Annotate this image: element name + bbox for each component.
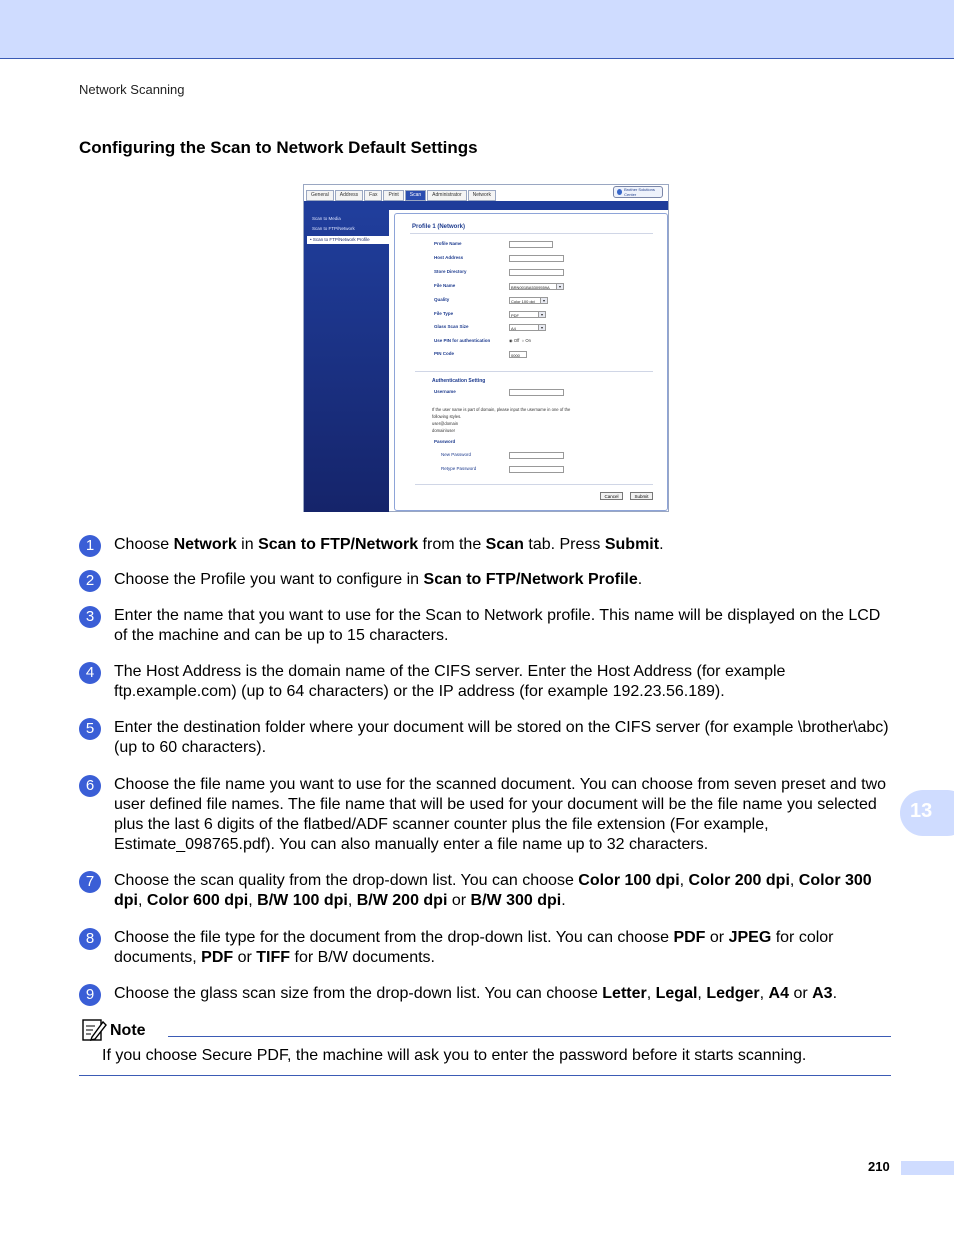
step-text (114, 606, 892, 646)
tab-administrator: Administrator (427, 190, 466, 201)
new-password-input (509, 452, 564, 459)
password-label: Password (434, 439, 456, 444)
sidebar-item-scan-to-media: Scan to Media (312, 216, 341, 221)
chevron-down-icon: ▾ (538, 325, 545, 331)
step-number: 6 (79, 775, 101, 797)
quality-label: Quality (434, 297, 450, 302)
text-run: for B/W documents. (290, 949, 435, 966)
bold-term: Submit (604, 536, 660, 553)
text-run: . (637, 571, 643, 588)
screenshot-tabs (306, 190, 496, 201)
step-number: 7 (79, 871, 101, 893)
text-run: The Host Address is the domain name of the CIFS server. Enter the Host Address (for example ftp.example.com) (up to 64 characters) or the IP address (for example 192.23.56.189). (114, 663, 786, 700)
step-text (114, 928, 892, 968)
text-run: , (138, 892, 147, 909)
text-run: Choose the file name you want to use for the scanned document. You can choose from seven preset and two user defined file names. The file name that will be used for your document will be the file name you selected plus the last 6 digits of the flatbed/ADF scanner counter plus the file extension (For example, Estimate_098765.pdf). You can also manually enter a file name up to 32 characters. (114, 776, 887, 853)
step-text (114, 775, 892, 855)
text-run: tab. Press (523, 536, 605, 553)
pin-code-input: 0000 (509, 351, 527, 358)
bold-term: B/W 200 dpi (356, 892, 448, 909)
text-run: Choose (114, 536, 174, 553)
note-bottom-rule (79, 1075, 891, 1076)
step-number: 9 (79, 984, 101, 1006)
bold-term: PDF (673, 929, 706, 946)
text-run: , (347, 892, 357, 909)
profile-name-input (509, 241, 553, 248)
note-pencil-icon (81, 1017, 107, 1043)
bold-term: Network (173, 536, 237, 553)
bold-term: Scan (485, 536, 524, 553)
store-directory-label: Store Directory (434, 269, 467, 274)
submit-button: Submit (630, 492, 653, 500)
text-run: from the (418, 536, 486, 553)
step-text (114, 984, 892, 1004)
chevron-down-icon: ▾ (540, 298, 547, 304)
page-number: 210 (868, 1159, 890, 1174)
text-run: Enter the destination folder where your document will be stored on the CIFS server (for example \brother\abc) (up to 60 characters). (114, 719, 889, 756)
auth-heading: Authentication Setting (432, 378, 486, 384)
section-title: Configuring the Scan to Network Default Settings (79, 138, 478, 157)
screenshot-title-bar (304, 201, 668, 210)
pin-radio-group: ◉ Off ○ On (509, 338, 531, 343)
tab-print: Print (383, 190, 403, 201)
bold-term: Ledger (706, 985, 760, 1002)
step-text (114, 718, 892, 758)
host-address-label: Host Address (434, 255, 464, 260)
text-run: or (789, 985, 813, 1002)
bold-term: Scan to FTP/Network (258, 536, 419, 553)
note-top-rule (168, 1036, 891, 1037)
profile-panel (394, 213, 668, 511)
tab-network: Network (468, 190, 496, 201)
page-number-bar (901, 1161, 954, 1175)
auth-help-line: domain\user (432, 428, 456, 433)
auth-help-line: If the user name is part of domain, please input the username in one of the (432, 407, 571, 412)
quality-select: Color 100 dpi ▾ (509, 297, 548, 304)
host-address-input (509, 255, 564, 262)
text-run: , (679, 872, 689, 889)
bold-term: A3 (812, 985, 833, 1002)
bold-term: TIFF (256, 949, 291, 966)
file-type-select: PDF ▾ (509, 311, 546, 318)
bold-term: B/W 300 dpi (470, 892, 562, 909)
bold-term: Color 300 dpi (114, 872, 872, 909)
cancel-button: Cancel (600, 492, 623, 500)
profile-name-label: Profile Name (434, 241, 462, 246)
text-run: or (233, 949, 257, 966)
use-pin-label: Use PIN for authentication (434, 338, 491, 343)
bold-term: Scan to FTP/Network Profile (423, 571, 638, 588)
chevron-down-icon: ▾ (538, 312, 545, 318)
new-password-label: New Password (441, 452, 472, 457)
running-head: Network Scanning (79, 82, 185, 97)
text-run: , (789, 872, 799, 889)
file-type-label: File Type (434, 311, 454, 316)
step-text (114, 535, 892, 555)
note-label: Note (110, 1022, 146, 1039)
glass-scan-size-label: Glass Scan Size (434, 324, 469, 329)
tab-address: Address (335, 190, 363, 201)
note-text: If you choose Secure PDF, the machine will ask you to enter the password before it starts scanning. (102, 1047, 807, 1064)
text-run: or (447, 892, 471, 909)
web-settings-screenshot (303, 184, 669, 512)
solutions-center-logo: Brother Solutions Center (613, 186, 663, 198)
step-number: 8 (79, 928, 101, 950)
tab-scan: Scan (405, 190, 426, 201)
file-name-label: File Name (434, 283, 456, 288)
profile-heading: Profile 1 (Network) (412, 224, 466, 230)
text-run: , (248, 892, 258, 909)
tab-fax: Fax (364, 190, 382, 201)
auth-help-line: following styles. (432, 414, 462, 419)
text-run: . (659, 536, 664, 553)
pin-code-label: PIN Code (434, 351, 455, 356)
auth-help-line: user@domain (432, 421, 459, 426)
text-run: Choose the scan quality from the drop-down list. You can choose (114, 872, 579, 889)
chapter-number: 13 (910, 800, 933, 822)
text-run: in (236, 536, 259, 553)
text-run: or (705, 929, 729, 946)
bold-term: Color 100 dpi (578, 872, 680, 889)
text-run: . (561, 892, 566, 909)
header-band (0, 0, 954, 59)
bold-term: B/W 100 dpi (257, 892, 348, 909)
tab-general: General (306, 190, 334, 201)
step-text (114, 871, 892, 911)
screenshot-sidebar (304, 210, 389, 512)
text-run: Enter the name that you want to use for the Scan to Network profile. This name will be displayed on the LCD of the machine and can be up to 15 characters. (114, 607, 881, 644)
divider (415, 371, 653, 372)
step-number: 4 (79, 662, 101, 684)
file-name-select: BRN001BA5309559A ▾ (509, 283, 564, 290)
sidebar-item-scan-to-ftp-network-profile: • Scan to FTP/Network Profile (307, 236, 389, 244)
text-run: Choose the Profile you want to configure in (114, 571, 424, 588)
text-run: . (832, 985, 838, 1002)
text-run: , (759, 985, 769, 1002)
store-directory-input (509, 269, 564, 276)
username-label: Username (434, 389, 456, 394)
bold-term: JPEG (728, 929, 772, 946)
divider (410, 233, 653, 234)
retype-password-label: Retype Password (441, 466, 477, 471)
text-run: , (646, 985, 656, 1002)
step-number: 5 (79, 718, 101, 740)
text-run: Choose the glass scan size from the drop-down list. You can choose (114, 985, 603, 1002)
text-run: Choose the file type for the document from the drop-down list. You can choose (114, 929, 674, 946)
bold-term: Color 600 dpi (146, 892, 249, 909)
bold-term: A4 (768, 985, 789, 1002)
bold-term: PDF (201, 949, 234, 966)
bold-term: Color 200 dpi (688, 872, 790, 889)
retype-password-input (509, 466, 564, 473)
step-number: 2 (79, 570, 101, 592)
globe-icon (617, 189, 622, 195)
text-run: , (697, 985, 707, 1002)
text-run: for color documents, (114, 929, 834, 966)
step-number: 3 (79, 606, 101, 628)
step-number: 1 (79, 535, 101, 557)
step-text (114, 662, 892, 702)
bold-term: Letter (602, 985, 647, 1002)
username-input (509, 389, 564, 396)
bold-term: Legal (655, 985, 698, 1002)
step-text (114, 570, 892, 590)
divider (415, 484, 653, 485)
glass-scan-size-select: A4 ▾ (509, 324, 546, 331)
chevron-down-icon: ▾ (556, 284, 563, 290)
sidebar-item-scan-to-ftp-network: Scan to FTP/Network (312, 226, 355, 231)
